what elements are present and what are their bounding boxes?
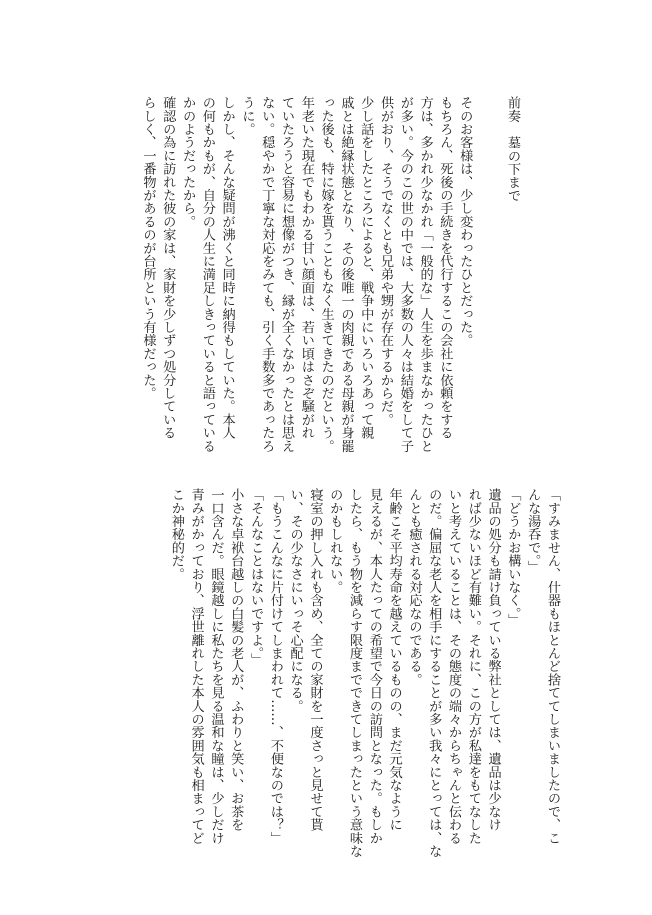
text-line: い、その少なさにいっそ心配になる。 — [287, 488, 303, 713]
text-line: 「そんなことはないですよ。」 — [248, 488, 264, 667]
text-line: の何もかもが、自分の人生に満足しきっていると語っている — [199, 96, 215, 453]
text-line: そのお客様は、少し変わったひとだった。 — [457, 96, 473, 347]
text-line: のかもしれない。 — [327, 488, 343, 594]
text-line: 「もうこんなに片付けてしまわれて……、不便なのでは？」 — [267, 488, 283, 845]
chapter-title: 墓の下まで — [505, 136, 520, 203]
text-line: 年老いた現在でもわかる甘い顔面は、若い頃はさぞ騒がれ — [298, 96, 314, 440]
text-line: らしく、一番物があるのが台所という有様だった。 — [140, 96, 156, 400]
text-line: 寝室の押し入れも含め、全ての家財を一度さっと見せて貰 — [307, 488, 323, 832]
text-line: いと考えていることは、その態度の端々からちゃんと伝わる — [446, 488, 462, 845]
text-line: 確認の為に訪れた彼の家は、家財を少しずつ処分している — [160, 96, 176, 440]
text-line: こか神秘的だ。 — [168, 488, 184, 581]
text-line: んとも癒される対応なのである。 — [406, 488, 422, 686]
text-line: しかし、そんな疑問が沸くと同時に納得もしていた。本人 — [219, 96, 235, 440]
text-line: 遺品の処分も請け負っている弊社としては、遺品は少なけ — [485, 488, 501, 832]
text-line: 戚とは絶縁状態となり、その後唯一の肉親である母親が身罷 — [338, 96, 354, 453]
text-line: 方は、多かれ少なかれ「一般的な」人生を歩まなかったひと — [417, 96, 433, 453]
bottom-text-block — [166, 488, 562, 858]
text-line: 供がおり、そうでなくとも兄弟や甥が存在するからだ。 — [378, 96, 394, 426]
chapter-prefix: 前奏 — [505, 96, 520, 123]
text-line: 一口含んだ。眼鏡越しに私たちを見る温和な瞳は、少しだけ — [208, 488, 224, 845]
text-line: んな湯呑で。」 — [525, 488, 541, 574]
text-line: かのようだったから。 — [180, 96, 196, 228]
text-line: 青みがかっており、浮世離れした本人の雰囲気も相まってど — [188, 488, 204, 845]
heading-spacer — [474, 96, 492, 436]
text-line: うに。 — [239, 96, 255, 136]
text-line: 年齢こそ平均寿命を越えているものの、まだ元気なように — [386, 488, 402, 832]
text-line: 「どうかお構いなく。」 — [505, 488, 521, 627]
text-line: したら、もう物を減らす限度までできてしまったという意味な — [347, 488, 363, 858]
text-line: れば少ないほど有難い。それに、この方が私達をもてなした — [465, 488, 481, 845]
text-line: 見えるが、本人たっての希望で今日の訪問となった。もしか — [366, 488, 382, 845]
top-text-block — [138, 96, 522, 453]
text-line: のだ。偏屈な老人を相手にすることが多い我々にとっては、な — [426, 488, 442, 858]
text-line: 少し話をしたところによると、戦争中にいろいろあって親 — [358, 96, 374, 440]
chapter-heading — [502, 96, 522, 436]
text-line: った後も、特に嫁を貰うこともなく生きてきたのだという。 — [318, 96, 334, 453]
text-line: もちろん、死後の手続きを代行するこの会社に依頼をする — [437, 96, 453, 440]
text-line: ていたろうと容易に想像がつき、縁が全くなかったとは思え — [279, 96, 295, 453]
text-line: 「すみません、什器もほとんど捨ててしまいましたので、こ — [545, 488, 560, 845]
text-line: ない。穏やかで丁寧な対応をみても、引く手数多であったろ — [259, 96, 275, 453]
text-line: 小さな卓袱台越しの白髪の老人が、ふわりと笑い、お茶を — [228, 488, 244, 832]
text-line: が多い。今のこの世の中では、大多数の人々は結婚をして子 — [397, 96, 413, 453]
